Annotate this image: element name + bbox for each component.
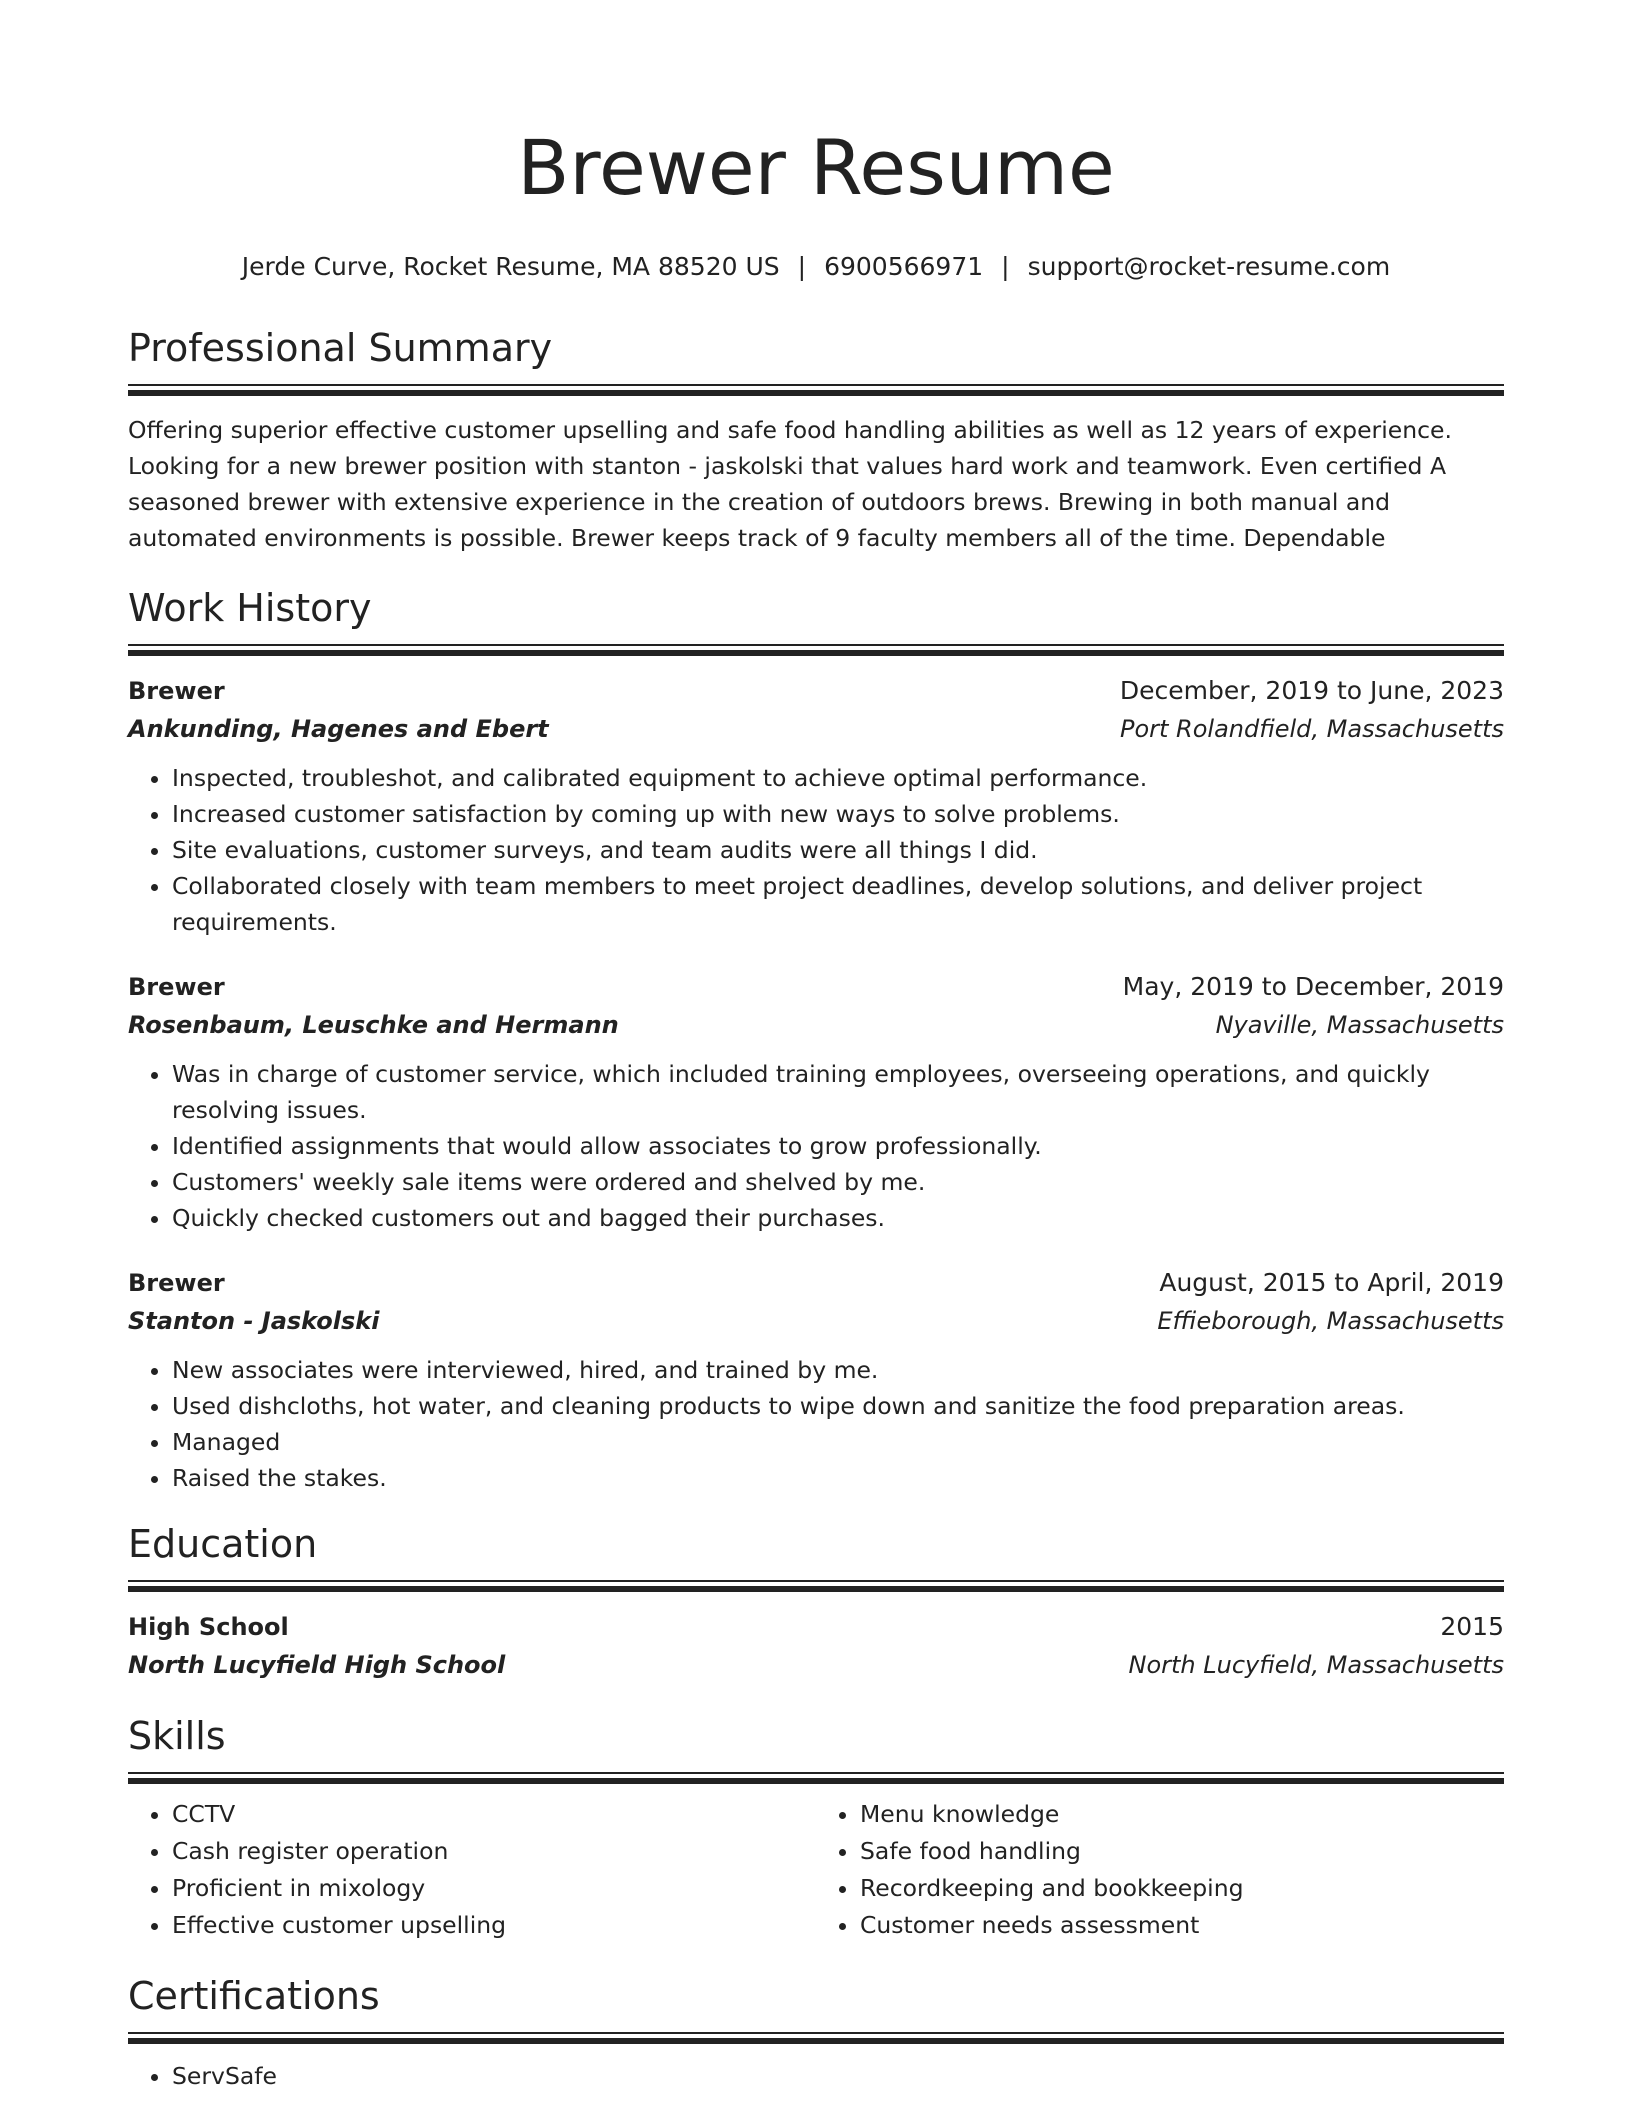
job-bullet: • Quickly checked customers out and bagged their purchases.: [172, 1200, 1504, 1236]
job-header-row: [128, 1264, 1504, 1302]
contact-phone: 6900566971: [824, 252, 984, 281]
skills-list-right: [816, 1796, 1504, 1944]
education-section: [128, 1520, 1504, 1684]
skill-item: • Customer needs assessment: [860, 1907, 1504, 1944]
contact-separator: |: [1001, 252, 1010, 281]
skills-columns: [128, 1796, 1504, 1944]
contact-address: Jerde Curve, Rocket Resume, MA 88520 US: [241, 252, 780, 281]
job-entry: [128, 1264, 1504, 1496]
section-divider: [128, 384, 1504, 396]
section-divider: [128, 1772, 1504, 1784]
job-company-row: [128, 1302, 1504, 1340]
job-bullet: • Raised the stakes.: [172, 1460, 1504, 1496]
job-location: Effieborough, Massachusetts: [1157, 1307, 1504, 1335]
section-title-education: Education: [128, 1522, 318, 1566]
job-dates: December, 2019 to June, 2023: [1119, 676, 1504, 705]
education-degree: High School: [128, 1613, 289, 1641]
skill-item: • Cash register operation: [172, 1833, 816, 1870]
job-location: Nyaville, Massachusetts: [1215, 1011, 1504, 1039]
job-company: Stanton - Jaskolski: [128, 1307, 380, 1335]
job-company: Rosenbaum, Leuschke and Hermann: [128, 1011, 619, 1039]
skill-item: • Effective customer upselling: [172, 1907, 816, 1944]
job-bullet: • Inspected, troubleshot, and calibrated equipment to achieve optimal performance.: [172, 760, 1504, 796]
job-bullet: • Used dishcloths, hot water, and cleaning products to wipe down and sanitize the food preparation areas.: [172, 1388, 1504, 1424]
job-role: Brewer: [128, 677, 225, 705]
job-company: Ankunding, Hagenes and Ebert: [128, 715, 549, 743]
job-company-row: [128, 1006, 1504, 1044]
skill-item: • Safe food handling: [860, 1833, 1504, 1870]
job-location: Port Rolandfield, Massachusetts: [1119, 715, 1504, 743]
job-bullet: • Site evaluations, customer surveys, and team audits were all things I did.: [172, 832, 1504, 868]
contact-line: [128, 250, 1504, 284]
job-role: Brewer: [128, 973, 225, 1001]
job-bullets: [128, 1056, 1504, 1236]
job-company-row: [128, 710, 1504, 748]
summary-text: Offering superior effective customer upselling and safe food handling abilities as well as 12 years of experience. Looking for a new brewer position with stanton - jaskolski that values hard work and teamwork. Even certified A seasoned brewer with extensive experience in the creation of outdoors brews. Brewing in both manual and automated environments is possible. Brewer keeps track of 9 faculty members all of the time. Dependable: [128, 416, 1452, 552]
section-title-skills: Skills: [128, 1714, 226, 1758]
job-bullet: • Increased customer satisfaction by coming up with new ways to solve problems.: [172, 796, 1504, 832]
section-title-summary: Professional Summary: [128, 326, 553, 370]
skill-item: • Menu knowledge: [860, 1796, 1504, 1833]
education-location: North Lucyfield, Massachusetts: [1128, 1651, 1504, 1679]
job-bullet: • Managed: [172, 1424, 1504, 1460]
job-role: Brewer: [128, 1269, 225, 1297]
skill-item: • Proficient in mixology: [172, 1870, 816, 1907]
job-bullets: [128, 760, 1504, 940]
job-header-row: [128, 968, 1504, 1006]
section-title-work-history: Work History: [128, 586, 372, 630]
section-divider: [128, 1580, 1504, 1592]
education-year: 2015: [1440, 1612, 1504, 1641]
education-school-row: [128, 1646, 1504, 1684]
skills-list-left: [128, 1796, 816, 1944]
certification-item: • ServSafe: [172, 2058, 1504, 2094]
section-divider: [128, 2032, 1504, 2044]
education-header-row: [128, 1608, 1504, 1646]
job-entry: [128, 968, 1504, 1236]
job-bullet: • Identified assignments that would allow associates to grow professionally.: [172, 1128, 1504, 1164]
job-bullet: • Customers' weekly sale items were ordered and shelved by me.: [172, 1164, 1504, 1200]
skill-item: • CCTV: [172, 1796, 816, 1833]
job-entry: [128, 672, 1504, 940]
contact-separator: |: [797, 252, 807, 281]
education-entry: [128, 1608, 1504, 1684]
job-bullet: • New associates were interviewed, hired, and trained by me.: [172, 1352, 1504, 1388]
certifications-section: [128, 1972, 1504, 2094]
summary-section: [128, 324, 1504, 556]
section-title-certifications: Certifications: [128, 1974, 380, 2018]
job-bullets: [128, 1352, 1504, 1496]
section-divider: [128, 644, 1504, 656]
skills-section: [128, 1712, 1504, 1944]
skill-item: • Recordkeeping and bookkeeping: [860, 1870, 1504, 1907]
job-dates: August, 2015 to April, 2019: [1159, 1268, 1504, 1297]
job-bullet: • Collaborated closely with team members to meet project deadlines, develop solutions, and deliver project requirements.: [172, 868, 1504, 940]
education-school: North Lucyfield High School: [128, 1651, 506, 1679]
job-bullet: • Was in charge of customer service, which included training employees, overseeing operations, and quickly resolving issues.: [172, 1056, 1504, 1128]
resume-name: Brewer Resume: [517, 123, 1115, 212]
work-history-section: [128, 584, 1504, 1496]
job-header-row: [128, 672, 1504, 710]
certifications-list: [128, 2058, 1504, 2094]
job-dates: May, 2019 to December, 2019: [1122, 972, 1504, 1001]
contact-email: support@rocket-resume.com: [1027, 252, 1391, 281]
